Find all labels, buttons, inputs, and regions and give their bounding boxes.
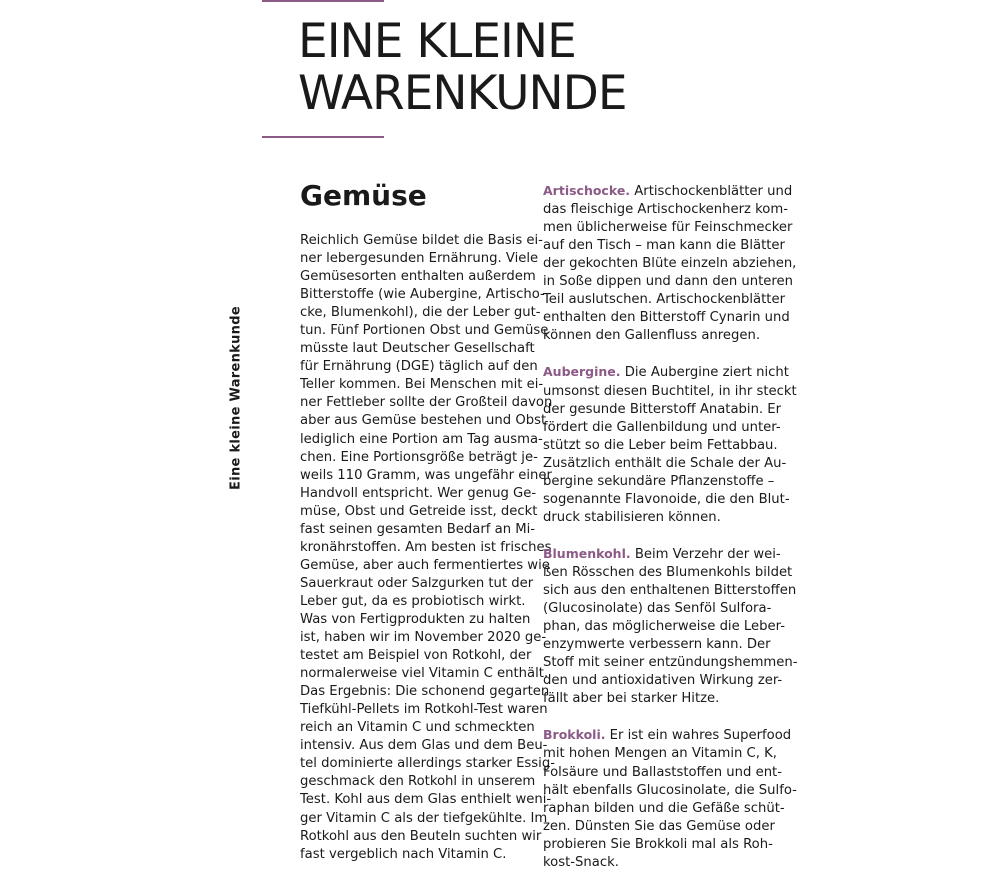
glossary-entry-line: phan, das möglicherweise die Leber-: [543, 619, 785, 635]
page-title-line: EINE KLEINE: [298, 14, 576, 69]
glossary-entry-line: fällt aber bei starker Hitze.: [543, 691, 720, 707]
glossary-entry-line: ßen Rösschen des Blumenkohls bildet: [543, 564, 793, 580]
section-heading: Gemüse: [300, 179, 427, 212]
intro-text-line: ger Vitamin C als der tiefgekühlte. Im: [300, 810, 548, 826]
glossary-entry-line: in Soße dippen und dann den unteren: [543, 274, 793, 290]
glossary-term: Aubergine.: [543, 364, 621, 380]
glossary-entry-line: enzymwerte verbessern kann. Der: [543, 637, 771, 653]
glossary-entry-line: Stoff mit seiner entzündungshemmen-: [543, 655, 798, 671]
page-title: [298, 16, 627, 120]
glossary-entry-line: zen. Dünsten Sie das Gemüse oder: [543, 818, 775, 834]
glossary-entry-line: Folsäure und Ballaststoffen und ent-: [543, 764, 782, 780]
glossary-term: Blumenkohl.: [543, 545, 631, 561]
glossary-term: Artischocke.: [543, 183, 631, 198]
intro-text-line: Teller kommen. Bei Menschen mit ei-: [300, 377, 544, 393]
intro-text-line: Sauerkraut oder Salzgurken tut der: [300, 575, 534, 591]
intro-text-line: testet am Beispiel von Rotkohl, der: [300, 648, 532, 664]
intro-text-line: für Ernährung (DGE) täglich auf den: [300, 359, 538, 375]
intro-text-line: müse, Obst und Getreide isst, deckt: [300, 503, 538, 519]
glossary-entry-line: men üblicherweise für Feinschmecker: [543, 220, 793, 236]
intro-text-line: Leber gut, da es probiotisch wirkt.: [300, 593, 526, 609]
glossary-entry-line: Zusätzlich enthält die Schale der Au-: [543, 455, 787, 471]
glossary-entry-text: Beim Verzehr der wei-: [630, 546, 781, 562]
glossary-entry-line: der gesunde Bitterstoff Anatabin. Er: [543, 401, 782, 417]
intro-text-line: reich an Vitamin C und schmeckten: [300, 720, 535, 736]
glossary-entry: [543, 726, 797, 871]
intro-text-line: Reichlich Gemüse bildet die Basis ei-: [300, 233, 543, 248]
glossary-entry-line: das fleischige Artischockenherz kom-: [543, 202, 788, 218]
glossary-entry-line: der gekochten Blüte einzeln abziehen,: [543, 256, 797, 272]
glossary-entry: [543, 363, 797, 526]
intro-text-line: Gemüsesorten enthalten außerdem: [300, 269, 536, 285]
glossary-entry-line: auf den Tisch – man kann die Blätter: [543, 238, 785, 254]
intro-text-line: Das Ergebnis: Die schonend gegarten: [300, 684, 550, 700]
glossary-column: [543, 182, 798, 890]
intro-column: [300, 232, 555, 864]
glossary-entry-line: den und antioxidativen Wirkung zer-: [543, 673, 783, 689]
intro-text-line: Handvoll entspricht. Wer genug Ge-: [300, 485, 537, 501]
intro-text-line: ist, haben wir im November 2020 ge-: [300, 630, 547, 646]
intro-text-line: geschmack den Rotkohl in unserem: [300, 774, 536, 790]
glossary-entry-line: fördert die Gallenbildung und unter-: [543, 419, 781, 435]
intro-text-line: weils 110 Gramm, was ungefähr einer: [300, 467, 552, 483]
glossary-entry-line: hält ebenfalls Glucosinolate, die Sulfo-: [543, 782, 797, 798]
glossary-entry-line: kost-Snack.: [543, 854, 619, 870]
intro-text-line: müsste laut Deutscher Gesellschaft: [300, 341, 535, 357]
intro-text-line: Tiefkühl-Pellets im Rotkohl-Test waren: [300, 702, 548, 718]
glossary-entry-line: mit hohen Mengen an Vitamin C, K,: [543, 746, 777, 762]
intro-text-line: normalerweise viel Vitamin C enthält.: [300, 666, 549, 682]
page-title-line: WARENKUNDE: [298, 66, 627, 121]
glossary-entry-line: können den Gallenfluss anregen.: [543, 328, 761, 344]
intro-text-line: Gemüse, aber auch fermentiertes wie: [300, 557, 550, 573]
intro-text-line: lediglich eine Portion am Tag ausma-: [300, 431, 543, 447]
intro-text-line: ner Fettleber sollte der Großteil davon: [300, 395, 553, 411]
intro-text-line: aber aus Gemüse bestehen und Obst: [300, 413, 547, 429]
glossary-entry-line: [543, 545, 781, 564]
glossary-term: Brokkoli.: [543, 727, 606, 743]
glossary-entry-line: [543, 182, 793, 201]
glossary-entry-line: druck stabilisieren können.: [543, 509, 721, 525]
intro-text-line: chen. Eine Portionsgröße beträgt je-: [300, 449, 538, 465]
intro-text-line: tun. Fünf Portionen Obst und Gemüse: [300, 323, 549, 339]
intro-text-line: fast seinen gesamten Bedarf an Mi-: [300, 521, 536, 537]
glossary-entry-line: raphan bilden und die Gefäße schüt-: [543, 800, 785, 816]
glossary-entry-line: umsonst diesen Buchtitel, in ihr steckt: [543, 383, 797, 399]
intro-text-line: intensiv. Aus dem Glas und dem Beu-: [300, 738, 548, 754]
glossary-entry-text: Die Aubergine ziert nicht: [620, 365, 789, 381]
intro-text-line: Test. Kohl aus dem Glas enthielt weni-: [300, 792, 552, 808]
title-underline-rule: [262, 136, 384, 138]
glossary-entry-line: stützt so die Leber beim Fettabbau.: [543, 437, 778, 453]
glossary-entry-line: [543, 726, 792, 745]
glossary-entry: [543, 182, 797, 345]
glossary-entry-line: sogenannte Flavonoide, die den Blut-: [543, 491, 790, 507]
intro-text-line: Was von Fertigprodukten zu halten: [300, 611, 531, 627]
intro-text-line: cke, Blumenkohl), die der Leber gut-: [300, 305, 541, 321]
side-running-title: Eine kleine Warenkunde: [228, 306, 244, 490]
glossary-entry-text: Er ist ein wahres Superfood: [605, 728, 792, 744]
glossary-entry-line: sich aus den enthaltenen Bitterstoffen: [543, 583, 797, 599]
glossary-entry-line: [543, 363, 789, 382]
glossary-entry-line: probieren Sie Brokkoli mal als Roh-: [543, 836, 773, 852]
glossary-entry-line: (Glucosinolate) das Senföl Sulfora-: [543, 601, 772, 617]
glossary-entry-line: enthalten den Bitterstoff Cynarin und: [543, 310, 790, 326]
intro-text-line: Rotkohl aus den Beuteln suchten wir: [300, 828, 542, 844]
intro-text-line: Bitterstoffe (wie Aubergine, Artischo-: [300, 287, 545, 303]
top-accent-rule: [262, 0, 384, 2]
intro-text-line: ner lebergesunden Ernährung. Viele: [300, 251, 539, 267]
glossary-entry: [543, 545, 798, 708]
glossary-entry-line: Teil auslutschen. Artischockenblätter: [543, 292, 785, 308]
glossary-entry-line: bergine sekundäre Pflanzenstoffe –: [543, 473, 775, 489]
intro-text-line: fast vergeblich nach Vitamin C.: [300, 846, 507, 862]
intro-text-line: kronährstoffen. Am besten ist frisches: [300, 539, 552, 555]
glossary-entry-text: Artischockenblätter und: [630, 184, 793, 199]
intro-text-line: tel dominierte allerdings starker Essig-: [300, 756, 555, 772]
